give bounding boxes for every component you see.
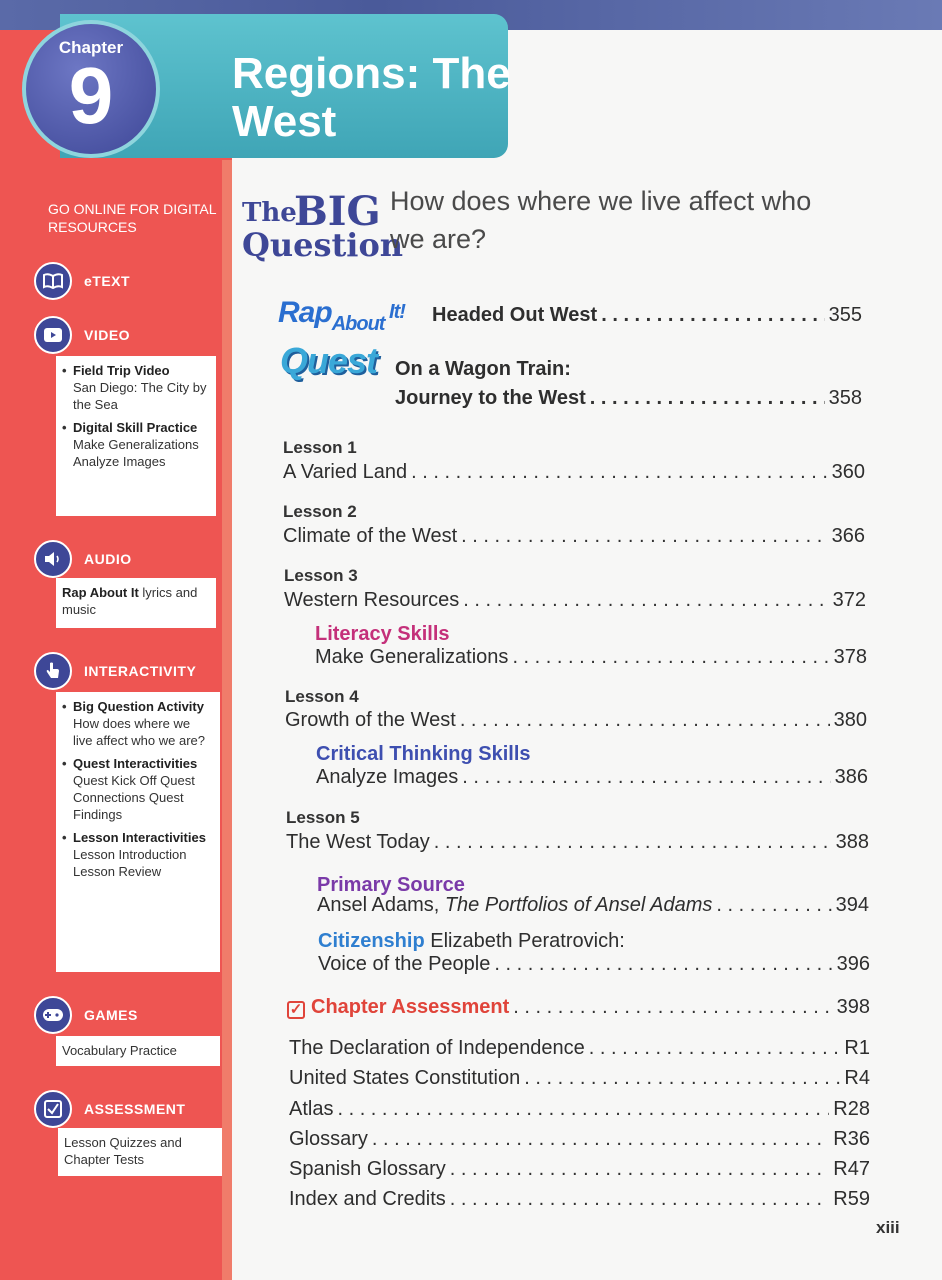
assessment-box[interactable] <box>58 1128 222 1176</box>
audio-rest: lyrics and music <box>62 585 198 617</box>
big-question-text: How does where we live affect who we are? <box>390 186 812 254</box>
critical-thinking-heading: Critical Thinking Skills <box>316 743 531 765</box>
citizenship-heading: Citizenship Elizabeth Peratrovich: <box>318 930 625 952</box>
games-text: Vocabulary Practice <box>62 1043 177 1058</box>
assessment-text: Lesson Quizzes and Chapter Tests <box>64 1135 182 1167</box>
list-item[interactable]: • Quest Interactivities Quest Kick Off Quest Connections Quest Findings <box>62 755 212 823</box>
toc-back-matter-item[interactable]: Spanish Glossary . . . R47 <box>289 1158 870 1181</box>
interactivity-label: INTERACTIVITY <box>84 663 197 679</box>
games-label: GAMES <box>84 1007 138 1023</box>
page-number: xiii <box>876 1218 900 1237</box>
chapter-word: Chapter <box>58 38 124 57</box>
toc-quest-entry[interactable]: Journey to the West . . . 358 <box>395 387 862 410</box>
list-item[interactable]: • Big Question Activity How does where we live affect who we are? <box>62 698 212 749</box>
play-icon <box>34 316 72 354</box>
primary-source-heading: Primary Source <box>317 874 465 896</box>
video-box <box>56 356 216 516</box>
toc-lesson-1[interactable]: A Varied Land . . . 360 <box>283 461 865 484</box>
audio-bold: Rap About It <box>62 585 139 600</box>
go-online-heading: GO ONLINE FOR DIGITAL RESOURCES <box>48 201 217 235</box>
toc-lesson-4[interactable]: Growth of the West . . . 380 <box>285 709 867 732</box>
literacy-skills-heading: Literacy Skills <box>315 623 450 645</box>
list-item[interactable]: • Field Trip Video San Diego: The City by the Sea <box>62 362 208 413</box>
assessment-label: ASSESSMENT <box>84 1101 186 1117</box>
chapter-number: 9 <box>68 51 114 140</box>
etext-label: eTEXT <box>84 273 131 289</box>
sidebar-edge <box>222 160 232 1280</box>
lesson-2-heading: Lesson 2 <box>283 502 357 521</box>
book-icon <box>34 262 72 300</box>
list-item[interactable]: • Lesson Interactivities Lesson Introduction Lesson Review <box>62 829 212 880</box>
toc-back-matter-item[interactable]: Glossary . . . R36 <box>289 1128 870 1151</box>
toc-critical-thinking[interactable]: Analyze Images . . . 386 <box>316 766 868 789</box>
chapter-badge <box>22 20 160 158</box>
toc-back-matter-item[interactable]: United States Constitution . . . R4 <box>289 1067 870 1090</box>
video-label: VIDEO <box>84 327 131 343</box>
rap-about-it-logo: Rap$_{About}$ It! <box>278 296 405 335</box>
toc-citizenship[interactable]: Voice of the People . . . 396 <box>318 953 870 976</box>
lesson-5-heading: Lesson 5 <box>286 808 360 827</box>
lesson-3-heading: Lesson 3 <box>284 566 358 585</box>
games-box[interactable] <box>56 1036 220 1066</box>
list-item[interactable]: • Digital Skill Practice Make Generalizations Analyze Images <box>62 419 208 470</box>
toc-back-matter-item[interactable]: Index and Credits . . . R59 <box>289 1188 870 1211</box>
check-icon: ✓ <box>287 1001 305 1019</box>
toc-back-matter-item[interactable]: The Declaration of Independence . . . R1 <box>289 1037 870 1060</box>
toc-primary-source[interactable]: Ansel Adams, The Portfolios of Ansel Adams . . . 394 <box>317 894 869 917</box>
chapter-title: Regions: The West <box>232 49 511 146</box>
toc-lesson-5[interactable]: The West Today . . . 388 <box>286 831 869 854</box>
audio-label: AUDIO <box>84 551 132 567</box>
audio-box[interactable] <box>56 578 216 628</box>
gamepad-icon <box>34 996 72 1034</box>
toc-quest-line1: On a Wagon Train: <box>395 358 571 380</box>
toc-chapter-assessment[interactable]: ✓ Chapter Assessment . . . 398 <box>287 996 870 1019</box>
lesson-4-heading: Lesson 4 <box>285 687 359 706</box>
checkbox-icon <box>34 1090 72 1128</box>
toc-literacy-skills[interactable]: Make Generalizations . . . 378 <box>315 646 867 669</box>
interactivity-box <box>56 692 220 972</box>
toc-lesson-2[interactable]: Climate of the West . . . 366 <box>283 525 865 548</box>
lesson-1-heading: Lesson 1 <box>283 438 357 457</box>
pointer-hand-icon <box>34 652 72 690</box>
speaker-icon <box>34 540 72 578</box>
toc-lesson-3[interactable]: Western Resources . . . 372 <box>284 589 866 612</box>
toc-back-matter-item[interactable]: Atlas . . . R28 <box>289 1098 870 1121</box>
quest-logo: Quest <box>280 340 378 381</box>
toc-rap-entry[interactable]: Headed Out West . . . 355 <box>432 304 862 327</box>
